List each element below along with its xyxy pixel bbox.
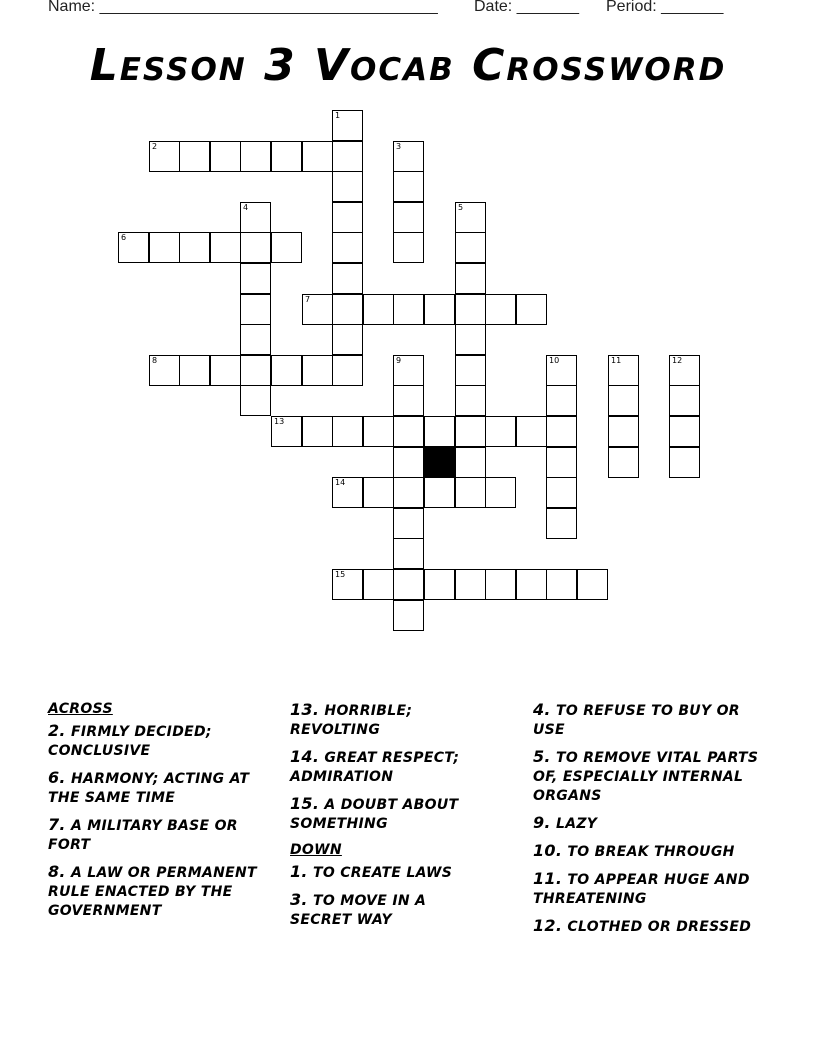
grid-cell[interactable] [455,263,486,294]
grid-cell[interactable] [363,569,394,600]
grid-cell[interactable] [424,569,455,600]
cell-number: 2 [152,142,158,151]
grid-cell[interactable] [424,416,455,447]
clue-text: FIRMLY DECIDED; CONCLUSIVE [48,724,212,759]
grid-cell[interactable] [271,141,302,172]
period-field[interactable]: Period: _______ [606,0,724,15]
grid-cell[interactable] [546,508,577,539]
grid-cell[interactable] [240,263,271,294]
grid-cell[interactable] [271,416,302,447]
clue-item [48,815,284,855]
grid-cell[interactable] [608,416,639,447]
clue-text: LAZY [550,816,598,832]
grid-cell[interactable] [669,416,700,447]
grid-cell[interactable] [546,416,577,447]
grid-cell[interactable] [393,447,424,478]
name-field[interactable]: Name: ______________________________________ [48,0,438,15]
cell-number: 8 [152,356,158,365]
clue-text: TO BREAK THROUGH [562,844,735,860]
grid-cell[interactable] [332,355,363,386]
clue-number: 3. [290,890,308,909]
date-field[interactable]: Date: _______ [474,0,579,15]
clue-number: 8. [48,862,66,881]
grid-cell[interactable] [393,232,424,263]
clue-number: 10. [533,841,563,860]
cell-number: 6 [121,233,127,242]
cell-number: 14 [335,478,346,487]
clue-number: 5. [533,747,551,766]
cell-number: 1 [335,111,341,120]
clue-text: TO CREATE LAWS [307,865,453,881]
clue-number: 2. [48,721,66,740]
grid-cell[interactable] [608,385,639,416]
grid-cell[interactable] [455,202,486,233]
clue-section-heading: ACROSS [48,701,113,717]
clue-item [533,841,769,862]
grid-cell[interactable] [455,324,486,355]
grid-cell[interactable] [424,294,455,325]
grid-cell[interactable] [149,232,180,263]
cell-number: 9 [396,356,402,365]
clue-number: 9. [533,813,551,832]
clue-number: 1. [290,862,308,881]
grid-cell[interactable] [332,232,363,263]
grid-cell[interactable] [149,141,180,172]
grid-cell[interactable] [669,385,700,416]
grid-cell[interactable] [608,355,639,386]
clue-item [290,747,490,787]
grid-cell[interactable] [332,294,363,325]
grid-cell[interactable] [393,416,424,447]
grid-cell[interactable] [485,416,516,447]
grid-cell[interactable] [240,294,271,325]
grid-cell[interactable] [210,141,241,172]
grid-cell[interactable] [118,232,149,263]
grid-cell[interactable] [516,569,547,600]
grid-cell[interactable] [240,324,271,355]
cell-number: 13 [274,417,285,426]
cell-number: 11 [611,356,622,365]
clue-text: TO APPEAR HUGE AND THREATENING [533,872,750,907]
grid-cell[interactable] [393,355,424,386]
clue-item [290,890,490,930]
clue-column-1 [48,700,284,928]
clue-item [48,768,284,808]
clue-item [290,700,490,740]
grid-cell[interactable] [332,141,363,172]
clue-text: A LAW OR PERMANENT RULE ENACTED BY THE GOVERNMENT [48,865,257,919]
clue-item [290,862,490,883]
grid-cell[interactable] [516,294,547,325]
clue-number: 13. [290,700,320,719]
clue-item [533,916,769,937]
clue-section-heading: DOWN [290,842,342,858]
grid-cell[interactable] [669,447,700,478]
grid-cell[interactable] [332,110,363,141]
clue-text: TO REFUSE TO BUY OR USE [533,703,740,738]
clue-column-3 [533,700,769,944]
clue-number: 4. [533,700,551,719]
grid-cell[interactable] [393,171,424,202]
clue-text: CLOTHED OR DRESSED [562,919,752,935]
clue-number: 6. [48,768,66,787]
clue-item [290,794,490,834]
clue-text: A MILITARY BASE OR FORT [48,818,238,853]
grid-cell[interactable] [210,232,241,263]
grid-cell[interactable] [240,232,271,263]
grid-cell[interactable] [302,294,333,325]
grid-cell[interactable] [546,355,577,386]
grid-cell[interactable] [485,294,516,325]
grid-cell[interactable] [455,385,486,416]
clue-number: 15. [290,794,320,813]
grid-cell[interactable] [516,416,547,447]
clue-text: A DOUBT ABOUT SOMETHING [290,797,459,832]
clue-item [533,747,769,806]
grid-cell[interactable] [332,416,363,447]
grid-cell[interactable] [332,569,363,600]
grid-cell[interactable] [546,569,577,600]
clue-item [48,721,284,761]
grid-cell[interactable] [363,294,394,325]
grid-cell[interactable] [210,355,241,386]
grid-cell[interactable] [332,202,363,233]
cell-number: 7 [305,295,311,304]
grid-cell[interactable] [332,171,363,202]
clue-text: GREAT RESPECT; ADMIRATION [290,750,460,785]
grid-cell[interactable] [363,416,394,447]
cell-number: 15 [335,570,346,579]
grid-cell[interactable] [179,355,210,386]
cell-number: 10 [549,356,560,365]
grid-cell[interactable] [455,569,486,600]
grid-cell[interactable] [608,447,639,478]
grid-cell[interactable] [424,477,455,508]
clue-item [533,869,769,909]
grid-cell[interactable] [179,232,210,263]
grid-cell[interactable] [240,202,271,233]
clue-number: 14. [290,747,320,766]
grid-cell[interactable] [393,508,424,539]
clue-column-2 [290,700,490,937]
clue-number: 7. [48,815,66,834]
grid-cell[interactable] [271,232,302,263]
grid-cell[interactable] [240,385,271,416]
grid-cell[interactable] [485,569,516,600]
grid-cell[interactable] [393,385,424,416]
grid-cell[interactable] [332,263,363,294]
clue-number: 12. [533,916,563,935]
grid-cell[interactable] [455,447,486,478]
grid-cell[interactable] [393,202,424,233]
grid-cell[interactable] [393,477,424,508]
grid-block-cell [424,447,455,478]
clue-text: TO MOVE IN A SECRET WAY [290,893,427,928]
clue-item [533,700,769,740]
grid-cell[interactable] [363,477,394,508]
cell-number: 4 [243,203,249,212]
grid-cell[interactable] [393,569,424,600]
grid-cell[interactable] [179,141,210,172]
clue-text: TO REMOVE VITAL PARTS OF, ESPECIALLY INTERNAL ORGANS [533,750,759,804]
grid-cell[interactable] [393,600,424,631]
grid-cell[interactable] [302,355,333,386]
grid-cell[interactable] [332,324,363,355]
grid-cell[interactable] [332,477,363,508]
clue-text: HARMONY; ACTING AT THE SAME TIME [48,771,250,806]
grid-cell[interactable] [240,355,271,386]
cell-number: 12 [672,356,683,365]
grid-cell[interactable] [393,294,424,325]
grid-cell[interactable] [240,141,271,172]
cell-number: 3 [396,142,402,151]
grid-cell[interactable] [455,232,486,263]
grid-cell[interactable] [455,416,486,447]
grid-cell[interactable] [546,477,577,508]
grid-cell[interactable] [271,355,302,386]
grid-cell[interactable] [393,141,424,172]
clue-text: HORRIBLE; REVOLTING [290,703,413,738]
grid-cell[interactable] [485,477,516,508]
clue-number: 11. [533,869,563,888]
cell-number: 5 [458,203,464,212]
grid-cell[interactable] [455,477,486,508]
grid-cell[interactable] [302,141,333,172]
grid-cell[interactable] [455,294,486,325]
grid-cell[interactable] [546,447,577,478]
grid-cell[interactable] [577,569,608,600]
grid-cell[interactable] [669,355,700,386]
grid-cell[interactable] [149,355,180,386]
clue-item [533,813,769,834]
grid-cell[interactable] [393,538,424,569]
grid-cell[interactable] [455,355,486,386]
page-title: Lesson 3 Vocab Crossword [89,40,727,91]
grid-cell[interactable] [302,416,333,447]
clue-item [48,862,284,921]
grid-cell[interactable] [546,385,577,416]
